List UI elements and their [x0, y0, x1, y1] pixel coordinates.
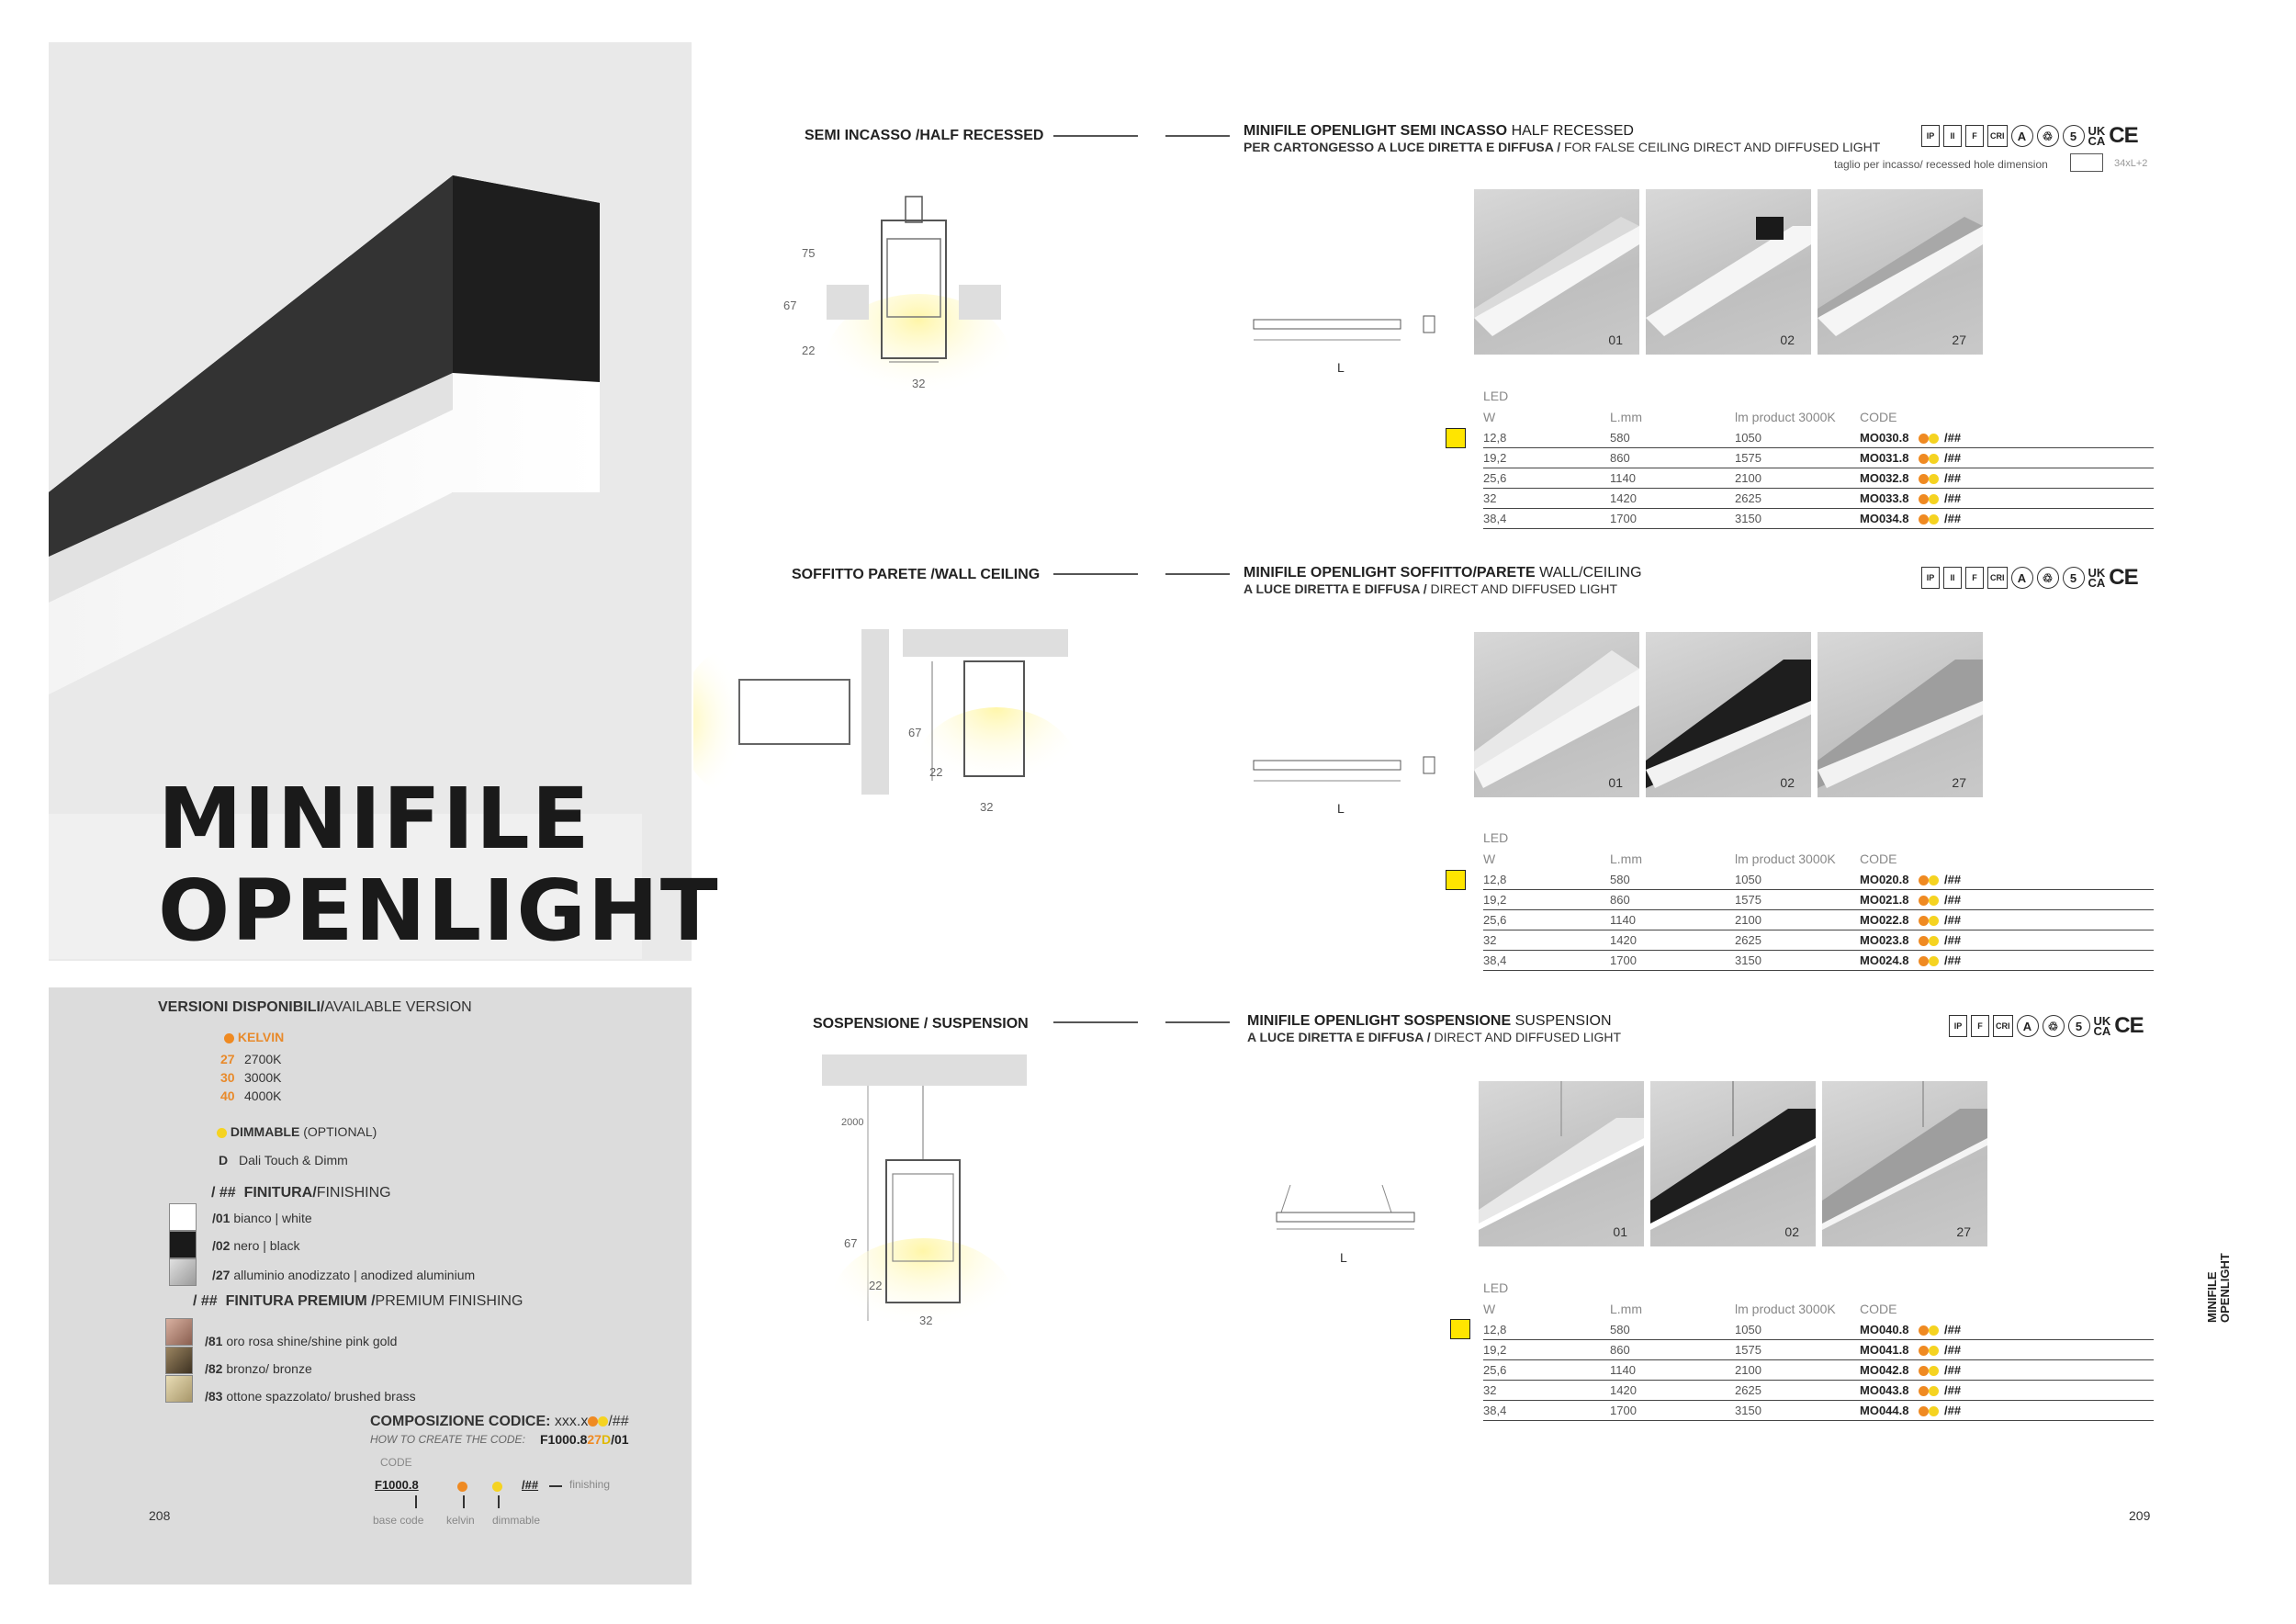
example-code: F1000.827D/01: [540, 1432, 629, 1447]
kelvin-option: 40 4000K: [220, 1088, 282, 1103]
finishing-heading: / ## FINITURA/FINISHING: [211, 1185, 391, 1201]
ukca-icon: UK CA: [2088, 124, 2106, 148]
kelvin-dot-icon: [457, 1482, 467, 1492]
dimension-label: 32: [980, 800, 994, 814]
warranty-icon: 5: [2068, 1015, 2090, 1037]
premium-heading: / ## FINITURA PREMIUM /PREMIUM FINISHING: [193, 1293, 523, 1309]
kelvin-word: kelvin: [446, 1514, 475, 1527]
table-row: 25,6 1140 2100 MO022.8 /##: [1483, 910, 2154, 930]
finishing-word: finishing: [569, 1478, 611, 1491]
section-label: SOFFITTO PARETE /WALL CEILING: [792, 567, 1041, 582]
table-row: 19,2 860 1575 MO021.8 /##: [1483, 890, 2154, 910]
section-label: SOSPENSIONE / SUSPENSION: [813, 1016, 1029, 1032]
side-drawing: [1263, 1185, 1428, 1240]
product-title: [158, 770, 720, 960]
class-icon: II: [1943, 125, 1962, 147]
finish-photo: 02: [1650, 1081, 1816, 1246]
table-row: 25,6 1140 2100 MO042.8 /##: [1483, 1360, 2154, 1381]
finish-photo: 01: [1474, 189, 1639, 355]
cri-icon: CRI: [1993, 1015, 2013, 1037]
certifications: [1921, 123, 2138, 149]
table-row: 12,8 580 1050 MO030.8 /##: [1483, 428, 2154, 448]
finish-photo: 27: [1818, 632, 1983, 797]
page-number-left: 208: [149, 1508, 171, 1523]
class-icon: II: [1943, 567, 1962, 589]
table-row: 12,8 580 1050 MO040.8 /##: [1483, 1320, 2154, 1340]
recycle-icon: ♲: [2037, 567, 2059, 589]
dimmable-dot-icon: [217, 1128, 227, 1138]
finish-photo: 27: [1822, 1081, 1987, 1246]
spec-table: LED W L.mm lm product 3000K CODE 12,8 580 1050 MO020.8 /## 19,2 860 1575 MO021.8 /## 25,6 1140 2100 MO022.8 /## 32 1420 2625 MO023.8 /## 38,4 1700 3150 MO024.8 /##: [1483, 830, 2154, 977]
tick: [498, 1495, 500, 1508]
finish-item: /83 ottone spazzolato/ brushed brass: [205, 1389, 416, 1404]
code-label: CODE: [380, 1456, 412, 1469]
ce-icon: CE: [2114, 1013, 2144, 1038]
code-dim-slot: [492, 1479, 502, 1495]
tick: [463, 1495, 465, 1508]
warning-icon: [1446, 428, 1466, 448]
finish-item: /27 alluminio anodizzato | anodized aluminium: [212, 1268, 476, 1282]
energy-class-icon: A: [2011, 125, 2033, 147]
divider-line: [1165, 1021, 1230, 1023]
finish-photo: 01: [1474, 632, 1639, 797]
table-row: 19,2 860 1575 MO031.8 /##: [1483, 448, 2154, 468]
length-label: L: [1340, 1250, 1347, 1265]
dimmable-dot-icon: [492, 1482, 502, 1492]
versions-heading-bold: VERSIONI DISPONIBILI/: [158, 999, 325, 1015]
title-line-1: MINIFILE: [158, 770, 591, 868]
product-heading: MINIFILE OPENLIGHT SOFFITTO/PARETE WALL/CEILING A LUCE DIRETTA E DIFFUSA / DIRECT AND DIFFUSED LIGHT: [1244, 565, 1642, 596]
recess-icon: [2070, 153, 2103, 172]
composition-heading: COMPOSIZIONE CODICE: xxx.x /##: [370, 1414, 629, 1429]
warranty-icon: 5: [2063, 125, 2085, 147]
spec-table: LED W L.mm lm product 3000K CODE 12,8 580 1050 MO030.8 /## 19,2 860 1575 MO031.8 /## 25,6 1140 2100 MO032.8 /## 32 1420 2625 MO033.8 /## 38,4 1700 3150 MO034.8 /##: [1483, 389, 2154, 536]
install-icon: F: [1965, 125, 1984, 147]
dimmable-dot-icon: [598, 1416, 608, 1427]
divider-line: [1053, 135, 1138, 137]
ip-rating-icon: IP: [1949, 1015, 1967, 1037]
product-heading: MINIFILE OPENLIGHT SOSPENSIONE SUSPENSION A LUCE DIRETTA E DIFFUSA / DIRECT AND DIFFUSED LIGHT: [1247, 1013, 1622, 1044]
product-heading: MINIFILE OPENLIGHT SEMI INCASSO HALF RECESSED PER CARTONGESSO A LUCE DIRETTA E DIFFUSA / FOR FALSE CEILING DIRECT AND DIFFUSED LIGHT: [1244, 123, 1881, 154]
cri-icon: CRI: [1987, 125, 2008, 147]
energy-class-icon: A: [2011, 567, 2033, 589]
finish-item: /82 bronzo/ bronze: [205, 1361, 312, 1376]
side-tab: MINIFILE OPENLIGHT: [2205, 1253, 2232, 1323]
install-icon: F: [1971, 1015, 1989, 1037]
divider-line: [1165, 573, 1230, 575]
dimmable-word: dimmable: [492, 1514, 541, 1527]
side-drawing: [1244, 303, 1474, 349]
finish-item: /02 nero | black: [212, 1238, 300, 1253]
dash: [549, 1485, 562, 1487]
recycle-icon: ♲: [2037, 125, 2059, 147]
dimmable-optional: (OPTIONAL): [303, 1124, 377, 1139]
warning-icon: [1446, 870, 1466, 890]
versions-heading-light: AVAILABLE VERSION: [324, 999, 472, 1015]
swatch-bronze: [165, 1347, 193, 1374]
table-row: 32 1420 2625 MO023.8 /##: [1483, 930, 2154, 951]
cri-icon: CRI: [1987, 567, 2008, 589]
kelvin-dot-icon: [224, 1033, 234, 1043]
dimension-label: 22: [802, 344, 816, 357]
swatch-brass: [165, 1375, 193, 1403]
energy-class-icon: A: [2017, 1015, 2039, 1037]
certifications: [1921, 565, 2138, 591]
profile-drawing: [790, 184, 1029, 423]
table-row: 19,2 860 1575 MO041.8 /##: [1483, 1340, 2154, 1360]
dimension-label: 32: [912, 377, 926, 390]
kelvin-dot-icon: [588, 1416, 598, 1427]
swatch-white: [169, 1203, 197, 1231]
divider-line: [1165, 135, 1230, 137]
dimension-label: 67: [844, 1236, 858, 1250]
page-number-right: 209: [2129, 1508, 2151, 1523]
length-label: L: [1337, 360, 1345, 375]
spec-table: LED W L.mm lm product 3000K CODE 12,8 580 1050 MO040.8 /## 19,2 860 1575 MO041.8 /## 25,6 1140 2100 MO042.8 /## 32 1420 2625 MO043.8 /## 38,4 1700 3150 MO044.8 /##: [1483, 1280, 2154, 1427]
recess-value: 34xL+2: [2114, 158, 2148, 169]
recess-note: taglio per incasso/ recessed hole dimension: [1834, 158, 2048, 171]
dimension-label: 22: [869, 1279, 883, 1292]
table-row: 32 1420 2625 MO033.8 /##: [1483, 489, 2154, 509]
warranty-icon: 5: [2063, 567, 2085, 589]
dimmable-option: D Dali Touch & Dimm: [219, 1153, 348, 1167]
dimension-label: 75: [802, 246, 816, 260]
recycle-icon: ♲: [2043, 1015, 2065, 1037]
dimmable-heading: [217, 1124, 377, 1139]
dimmable-label: DIMMABLE: [230, 1124, 300, 1139]
title-line-2: OPENLIGHT: [158, 862, 720, 960]
table-row: 32 1420 2625 MO043.8 /##: [1483, 1381, 2154, 1401]
ip-rating-icon: IP: [1921, 567, 1940, 589]
divider-line: [1053, 573, 1138, 575]
kelvin-list: [220, 1050, 281, 1105]
dimension-label: 67: [783, 299, 797, 312]
ip-rating-icon: IP: [1921, 125, 1940, 147]
table-row: 25,6 1140 2100 MO032.8 /##: [1483, 468, 2154, 489]
base-code-label: base code: [373, 1514, 424, 1527]
tick: [415, 1495, 417, 1508]
kelvin-heading: [224, 1030, 284, 1044]
dimension-label: 2000: [841, 1117, 864, 1128]
finish-photo: 27: [1818, 189, 1983, 355]
kelvin-option: 30 3000K: [220, 1070, 282, 1085]
kelvin-label: KELVIN: [237, 1030, 285, 1044]
section-label: SEMI INCASSO /HALF RECESSED: [805, 128, 1044, 143]
table-row: 12,8 580 1050 MO020.8 /##: [1483, 870, 2154, 890]
finish-photo: 01: [1479, 1081, 1644, 1246]
side-drawing: [1244, 744, 1474, 790]
table-row: 38,4 1700 3150 MO024.8 /##: [1483, 951, 2154, 971]
info-panel: [49, 987, 692, 1585]
ukca-icon: UK CA: [2093, 1014, 2111, 1038]
warning-icon: [1450, 1319, 1470, 1339]
ce-icon: CE: [2109, 565, 2138, 590]
finish-item: /81 oro rosa shine/shine pink gold: [205, 1334, 398, 1348]
profile-drawing: [693, 625, 1079, 863]
dimension-label: 67: [908, 726, 922, 739]
ce-icon: CE: [2109, 123, 2138, 148]
swatch-black: [169, 1231, 197, 1258]
howto-label: HOW TO CREATE THE CODE:: [370, 1433, 525, 1446]
versions-heading: [158, 999, 472, 1016]
code-base: F1000.8: [375, 1478, 419, 1492]
table-row: 38,4 1700 3150 MO044.8 /##: [1483, 1401, 2154, 1421]
dimension-label: 32: [919, 1314, 933, 1327]
finish-item: /01 bianco | white: [212, 1211, 312, 1225]
code-finish: /##: [522, 1478, 539, 1492]
divider-line: [1053, 1021, 1138, 1023]
ukca-icon: UK CA: [2088, 566, 2106, 590]
table-row: 38,4 1700 3150 MO034.8 /##: [1483, 509, 2154, 529]
finish-photo: 02: [1646, 189, 1811, 355]
certifications: [1949, 1013, 2144, 1039]
finish-photo: 02: [1646, 632, 1811, 797]
swatch-pink-gold: [165, 1318, 193, 1346]
length-label: L: [1337, 801, 1345, 816]
code-kelvin-slot: [457, 1479, 467, 1495]
dimension-label: 22: [929, 765, 943, 779]
kelvin-option: 27 2700K: [220, 1052, 282, 1066]
install-icon: F: [1965, 567, 1984, 589]
swatch-aluminium: [169, 1258, 197, 1286]
